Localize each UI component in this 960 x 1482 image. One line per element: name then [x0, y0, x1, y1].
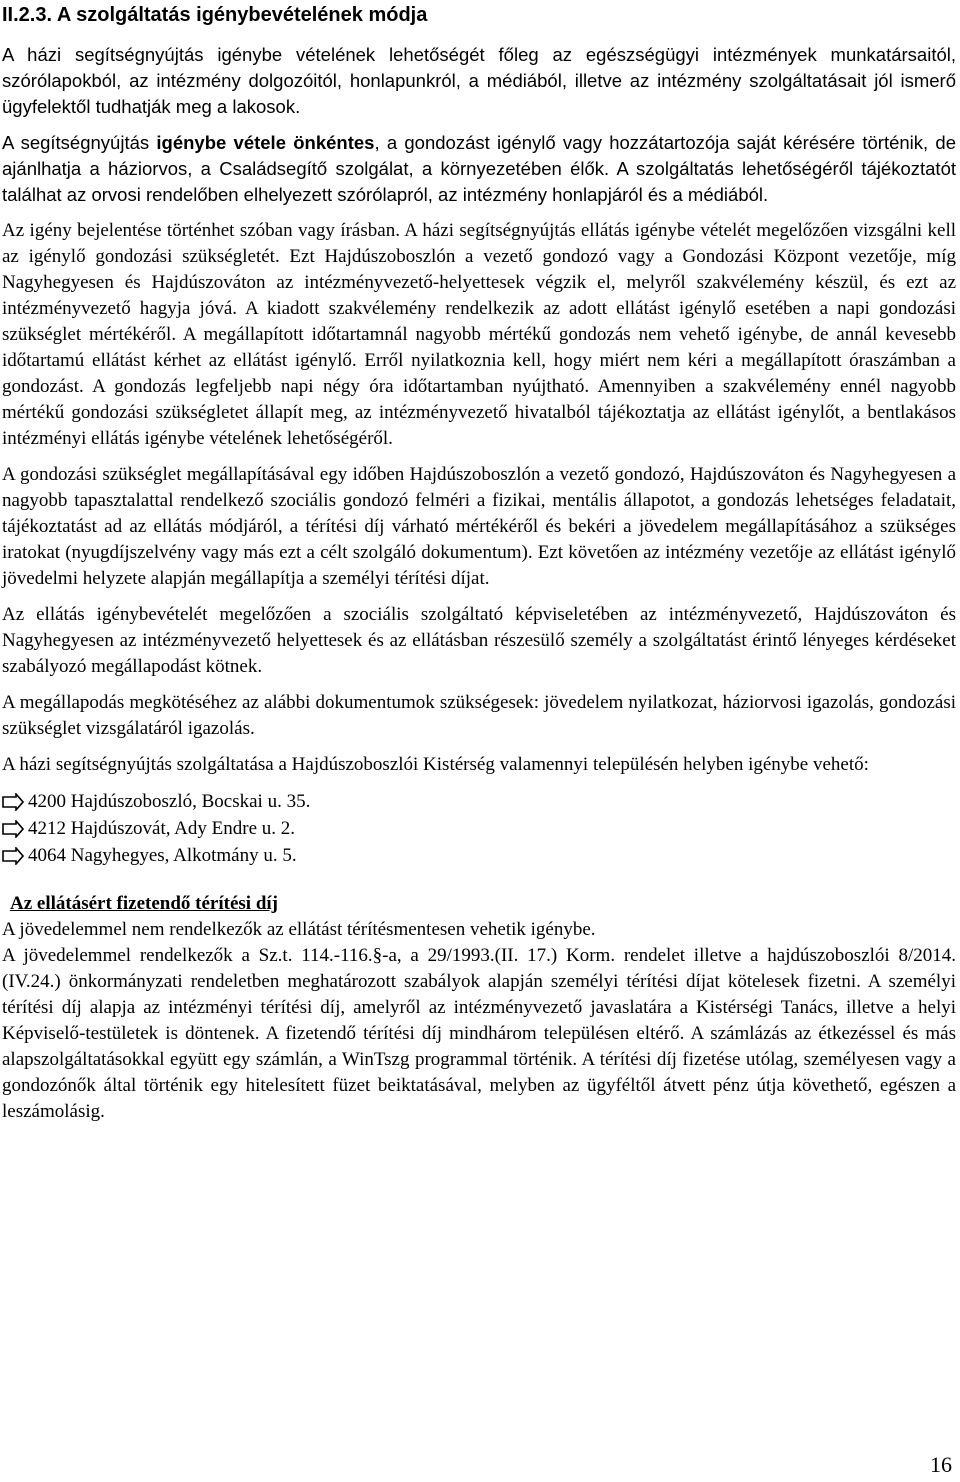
paragraph-5: Az ellátás igénybevételét megelőzően a szociális szolgáltató képviseletében az intézményvezető, Hajdúszováton és Nagyhegyesen az intézményvezető helyettesek és az ellátásban részesülő személy a szolgáltatást érintő lényeges kérdéseket szabályozó megállapodást kötnek. [2, 604, 956, 677]
paragraph-4: A gondozási szükséglet megállapításával egy időben Hajdúszoboszlón a vezető gondozó, Hajdúszováton és Nagyhegyesen a nagyobb tapasztalattal rendelkező szociális gondozó felméri a fizikai, mentális állapotot, a gondozás lehetséges feladatait, tájékoztatást ad az ellátás módjáról, a térítési díj várható mértékéről és bekéri a jövedelem megállapításához a szükséges iratokat (nyugdíjszelvény vagy más ezt a célt szolgáló dokumentum). Ezt követően az intézmény vezetője az ellátást igénylő jövedelmi helyzete alapján megállapítja a személyi térítési díjat. [2, 464, 956, 589]
paragraph-6: A megállapodás megkötéséhez az alábbi dokumentumok szükségesek: jövedelem nyilatkozat, háziorvosi igazolás, gondozási szükséglet vizsgálatáról igazolás. [2, 692, 956, 739]
page-number: 16 [930, 1452, 952, 1477]
paragraph-1: A házi segítségnyújtás igénybe vételének lehetőségét főleg az egészségügyi intézmények munkatársaitól, szórólapokból, az intézmény dolgozóitól, honlapunkról, a médiából, illetve az intézmény szolgáltatásait jól ismerő ügyfelektől tudhatják meg a lakosok. [2, 44, 956, 117]
paragraph-2-bold: igénybe vétele önkéntes [156, 132, 375, 153]
location-text: 4212 Hajdúszovát, Ady Endre u. 2. [28, 818, 296, 839]
paragraph-2 [2, 130, 956, 208]
location-text: 4064 Nagyhegyes, Alkotmány u. 5. [28, 845, 297, 866]
location-text: 4200 Hajdúszoboszló, Bocskai u. 35. [28, 791, 311, 812]
arrow-bullet-icon [2, 793, 24, 811]
paragraph-2-pre: A segítségnyújtás [2, 132, 157, 153]
paragraph-9: A jövedelemmel rendelkezők a Sz.t. 114.-116.§-a, a 29/1993.(II. 17.) Korm. rendelet illetve a hajdúszoboszlói 8/2014. (IV.24.) önkormányzati rendeletben meghatározott szabályok alapján személyi térítési díjat kötelesek fizetni. A személyi térítési díj alapja az intézményi térítési díj, amelyről az intézményvezető javaslatára a Kistérségi Tanács, illetve a helyi Képviselő-testületek is döntenek. A fizetendő térítési díj mindhárom településen eltérő. A számlázás az étkezéssel és más alapszolgáltatásokkal együtt egy számlán, a WinTszg programmal történik. A térítési díj fizetése utólag, személyesen vagy a gondozónők által történik egy hitelesített füzet beiktatásával, melyben az ügyféltől átvett pénz útja követhető, egészen a leszámolásig. [2, 945, 956, 1122]
document-page [2, 0, 956, 1135]
paragraph-2-post: , a gondozást igénylő vagy hozzátartozója saját kérésére történik, de ajánlhatja a háziorvos, a Családsegítő szolgálat, a környezetében élők. A szolgáltatás lehetőségéről tájékoztatót találhat az orvosi rendelőben elhelyezett szórólapról, az intézmény honlapjáról és a médiából. [2, 132, 956, 205]
list-item [2, 815, 956, 842]
arrow-bullet-icon [2, 847, 24, 865]
list-item [2, 788, 956, 815]
paragraph-3: Az igény bejelentése történhet szóban vagy írásban. A házi segítségnyújtás ellátás igénybe vételét megelőzően vizsgálni kell az igénylő gondozási szükségletét. Ezt Hajdúszoboszlón a vezető gondozó vagy a Gondozási Központ vezetője, míg Nagyhegyesen és Hajdúszováton az intézményvezető-helyettesek végzik el, melyről szakvélemény készül, és ezt az intézményvezető hagyja jóvá. A kiadott szakvélemény rendelkezik az adott ellátást igénylő esetében a napi gondozási szükséglet mértékéről. A megállapított időtartamnál nagyobb mértékű gondozás nem vehető igénybe, de annál kevesebb időtartamú ellátást kérhet az ellátást igénylő. Erről nyilatkoznia kell, hogy miért nem kéri a megállapított óraszámban a gondozást. A gondozás legfeljebb napi négy óra időtartamban nyújtható. Amennyiben a szakvélemény ennél nagyobb mértékű gondozási szükségletet állapít meg, az intézményvezető hivatalból tájékoztatja az ellátást igénylőt, a bentlakásos intézményi ellátás igénybe vételének lehetőségéről. [2, 220, 956, 449]
arrow-bullet-icon [2, 820, 24, 838]
paragraph-7: A házi segítségnyújtás szolgáltatása a Hajdúszoboszlói Kistérség valamennyi településén helyben igénybe vehető: [2, 754, 869, 775]
paragraph-8: A jövedelemmel nem rendelkezők az ellátást térítésmentesen vehetik igénybe. [2, 919, 596, 940]
location-list [2, 788, 956, 869]
section-heading: II.2.3. A szolgáltatás igénybevételének módja [2, 4, 428, 26]
fee-subheading: Az ellátásért fizetendő térítési díj [10, 893, 279, 914]
list-item [2, 842, 956, 869]
